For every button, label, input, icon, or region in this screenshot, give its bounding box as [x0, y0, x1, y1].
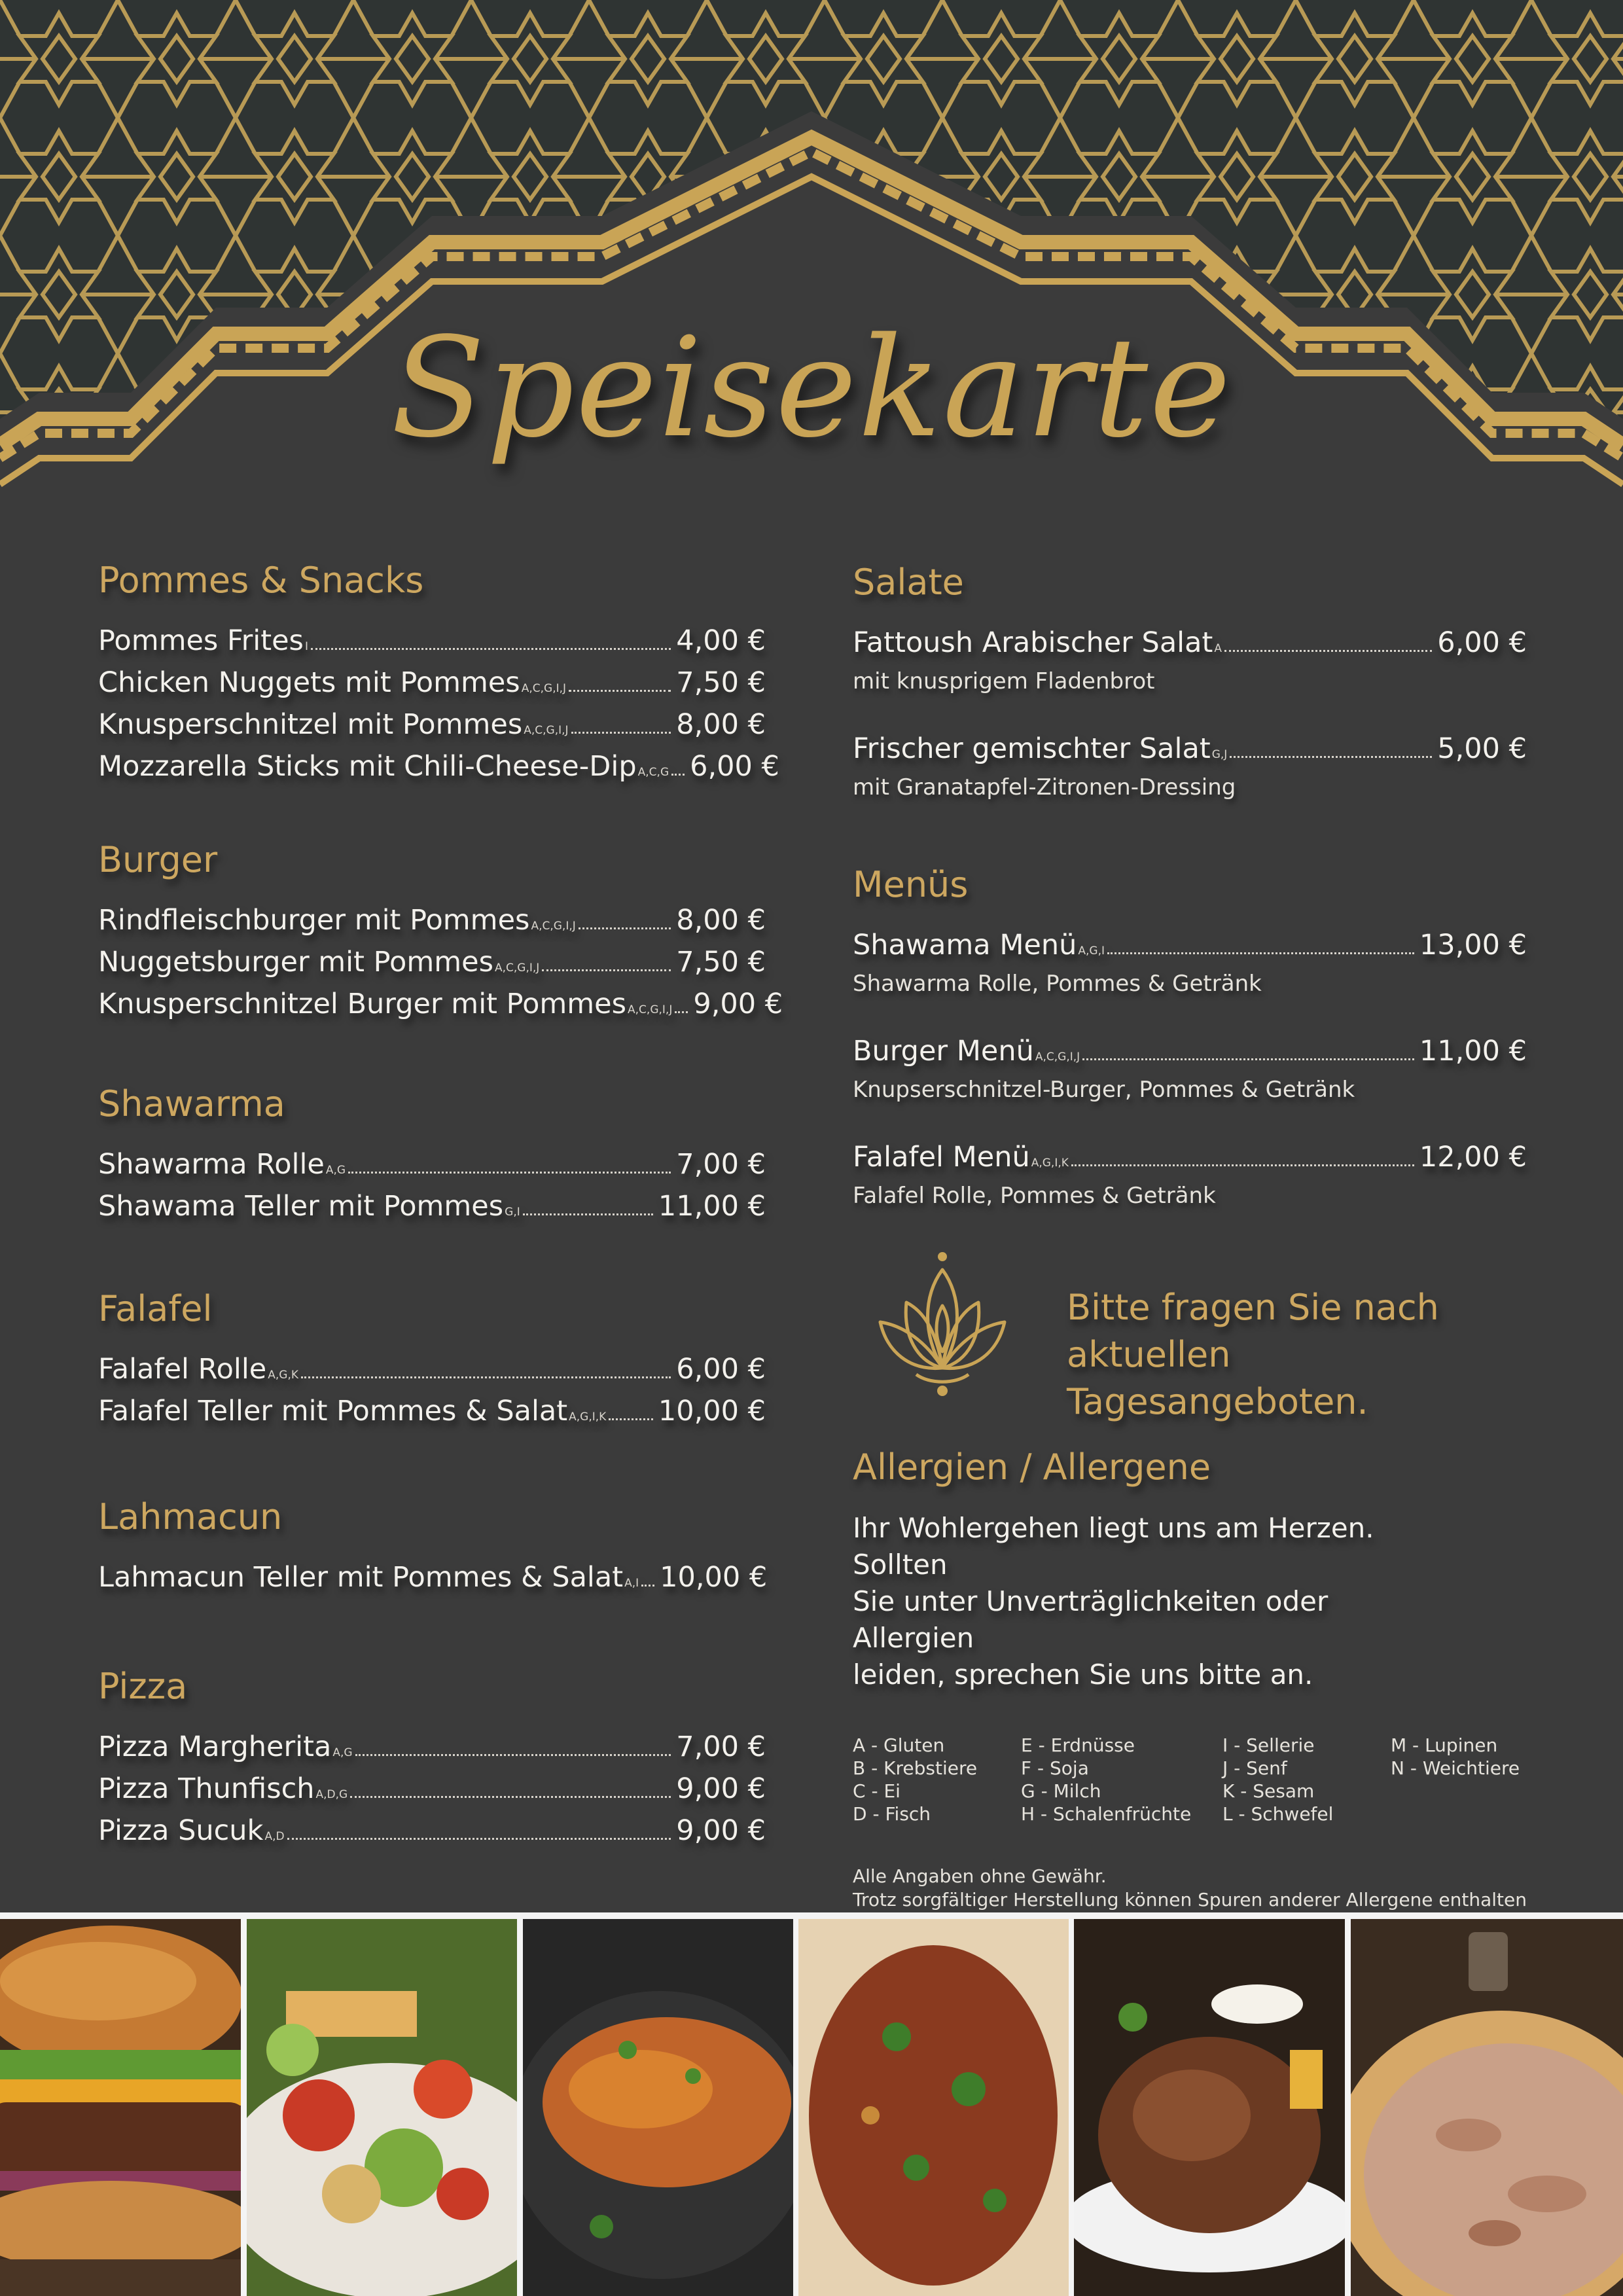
item-price: 8,00 € [676, 708, 766, 741]
menu-item [98, 903, 766, 944]
dot-leader [571, 732, 671, 734]
allergen-codes: A,C,G,I,J [521, 682, 567, 695]
menu-item [98, 1189, 766, 1230]
allergen-codes: A,D [264, 1830, 285, 1843]
item-name: Pommes Frites [98, 624, 304, 657]
item-name: Shawama Menü [853, 929, 1077, 961]
disclaimer-line: Trotz sorgfältiger Herstellung können Spuren anderer Allergene enthalten [853, 1889, 1527, 1910]
section-title: Falafel [98, 1288, 213, 1329]
item-price: 8,00 € [676, 904, 766, 937]
item-name: Knusperschnitzel Burger mit Pommes [98, 988, 627, 1020]
dot-leader [523, 1213, 653, 1215]
allergen-codes: A,C,G,I,J [524, 724, 569, 737]
item-name: Frischer gemischter Salat [853, 732, 1211, 765]
notice-line: Bitte fragen Sie nach [1067, 1287, 1439, 1328]
item-price: 9,00 € [676, 1772, 766, 1805]
section-salate [853, 562, 1527, 837]
item-price: 6,00 € [1437, 626, 1527, 659]
notice-text [1067, 1284, 1538, 1426]
item-price: 6,00 € [676, 1353, 766, 1386]
menu-item [98, 707, 766, 749]
item-price: 12,00 € [1419, 1141, 1527, 1174]
allergen-codes: A,G,K [268, 1369, 299, 1382]
section-title: Salate [853, 562, 964, 603]
item-price: 7,50 € [676, 666, 766, 699]
dot-leader [1071, 1164, 1414, 1166]
allergen-code: L - Schwefel [1222, 1803, 1334, 1825]
allergen-codes: A,C,G,I,J [1035, 1050, 1080, 1064]
item-name: Pizza Thunfisch [98, 1772, 315, 1805]
dot-leader [301, 1376, 671, 1378]
allergen-codes: G,I [505, 1206, 520, 1219]
section-title: Menüs [853, 864, 969, 905]
allergen-codes: A,I [624, 1577, 639, 1590]
allergen-code: C - Ei [853, 1780, 901, 1802]
schnitzel-photo [523, 1919, 793, 2296]
item-name: Falafel Teller mit Pommes & Salat [98, 1395, 568, 1427]
item-name: Lahmacun Teller mit Pommes & Salat [98, 1561, 624, 1594]
item-name: Pizza Margherita [98, 1731, 332, 1763]
allergen-codes: A,G,I,K [1031, 1157, 1069, 1170]
menu-item [98, 623, 766, 665]
allergen-code: D - Fisch [853, 1803, 931, 1825]
item-description: mit Granatapfel-Zitronen-Dressing [853, 774, 1236, 800]
menu-title: Speisekarte [391, 308, 1232, 468]
section-pizza [98, 1666, 766, 1855]
item-price: 9,00 € [676, 1814, 766, 1847]
allergen-code: N - Weichtiere [1391, 1757, 1520, 1779]
dot-leader [671, 774, 685, 776]
item-price: 10,00 € [658, 1395, 766, 1427]
notice-line: aktuellen Tagesangeboten. [1067, 1334, 1368, 1422]
allergen-code: A - Gluten [853, 1734, 945, 1756]
menu-item [853, 1033, 1527, 1103]
dot-leader [348, 1172, 671, 1174]
item-price: 10,00 € [660, 1561, 768, 1594]
item-name: Chicken Nuggets mit Pommes [98, 666, 520, 699]
item-description: Knupserschnitzel-Burger, Pommes & Getränk [853, 1077, 1355, 1103]
lahmacun-photo [798, 1919, 1069, 2296]
section-title: Shawarma [98, 1083, 285, 1124]
allergen-code: I - Sellerie [1222, 1734, 1315, 1756]
menu-item [98, 944, 766, 986]
dot-leader [641, 1585, 654, 1587]
allergen-code: B - Krebstiere [853, 1757, 978, 1779]
salad-photo [247, 1919, 517, 2296]
item-name: Burger Menü [853, 1035, 1034, 1067]
menu-item [853, 927, 1527, 997]
allergen-codes: I [304, 640, 308, 653]
menu-item [98, 1147, 766, 1189]
allergen-codes: A,D,G [315, 1788, 348, 1801]
allergen-codes: A,G [325, 1164, 346, 1177]
item-name: Falafel Menü [853, 1141, 1030, 1174]
section-menues [853, 864, 1527, 1246]
section-falafel [98, 1288, 766, 1435]
menu-item [98, 1393, 766, 1435]
dot-leader [311, 648, 671, 650]
allergen-codes: A,C,G,I,J [628, 1003, 673, 1016]
item-description: mit knusprigem Fladenbrot [853, 668, 1155, 694]
allergen-code: F - Soja [1021, 1757, 1089, 1779]
allergen-code: G - Milch [1021, 1780, 1101, 1802]
item-name: Pizza Sucuk [98, 1814, 264, 1847]
item-name: Mozzarella Sticks mit Chili-Cheese-Dip [98, 750, 637, 783]
allergen-code: M - Lupinen [1391, 1734, 1498, 1756]
dot-leader [350, 1796, 671, 1798]
disclaimer-line: Alle Angaben ohne Gewähr. [853, 1865, 1107, 1887]
dot-leader [355, 1754, 671, 1756]
allergy-text-line: Ihr Wohlergehen liegt uns am Herzen. Sollten [853, 1512, 1374, 1581]
allergen-code: H - Schalenfrüchte [1021, 1803, 1192, 1825]
item-price: 7,00 € [676, 1731, 766, 1763]
allergen-codes: A,C,G,I,J [495, 961, 540, 975]
burger-photo [0, 1919, 241, 2296]
allergen-codes: A,G,I,K [569, 1410, 607, 1424]
dot-leader [542, 969, 671, 971]
dot-leader [287, 1838, 671, 1840]
section-pommes-snacks [98, 560, 779, 791]
allergen-codes: A,G,I [1078, 944, 1105, 958]
menu-item [98, 1352, 766, 1393]
dot-leader [675, 1011, 688, 1013]
allergen-code: K - Sesam [1222, 1780, 1315, 1802]
menu-item [98, 1729, 766, 1771]
section-title: Burger [98, 839, 218, 880]
allergy-text-line: leiden, sprechen Sie uns bitte an. [853, 1659, 1313, 1691]
item-name: Shawarma Rolle [98, 1148, 325, 1181]
dot-leader [1224, 650, 1432, 652]
dot-leader [579, 927, 671, 929]
menu-item [98, 665, 766, 707]
item-name: Nuggetsburger mit Pommes [98, 946, 493, 978]
section-lahmacun [98, 1496, 766, 1602]
item-price: 7,50 € [676, 946, 766, 978]
allergen-column [1222, 1734, 1333, 1825]
menu-item [98, 1771, 766, 1813]
food-photo-strip [0, 1912, 1623, 2296]
allergen-column [853, 1734, 977, 1825]
section-burger [98, 839, 783, 1028]
allergen-codes: A [1214, 642, 1222, 655]
menu-item [98, 1813, 766, 1855]
item-name: Rindfleischburger mit Pommes [98, 904, 530, 937]
allergy-text-line: Sie unter Unverträglichkeiten oder Allergien [853, 1585, 1329, 1654]
allergen-code: E - Erdnüsse [1021, 1734, 1135, 1756]
section-title: Lahmacun [98, 1496, 283, 1537]
dot-leader [609, 1418, 653, 1420]
menu-item [853, 731, 1527, 800]
section-shawarma [98, 1083, 766, 1230]
item-price: 13,00 € [1419, 929, 1527, 961]
item-price: 5,00 € [1437, 732, 1527, 765]
item-description: Shawarma Rolle, Pommes & Getränk [853, 971, 1262, 997]
dot-leader [1082, 1058, 1414, 1060]
item-name: Falafel Rolle [98, 1353, 267, 1386]
shawarma-photo [1074, 1919, 1345, 2296]
pizza-photo [1351, 1919, 1623, 2296]
allergy-text [853, 1510, 1442, 1693]
item-price: 4,00 € [676, 624, 766, 657]
menu-item [98, 749, 779, 791]
item-name: Fattoush Arabischer Salat [853, 626, 1213, 659]
allergy-section [853, 1446, 1540, 1935]
item-price: 6,00 € [690, 750, 779, 783]
allergen-column [1391, 1734, 1520, 1780]
item-price: 11,00 € [658, 1190, 766, 1223]
item-price: 11,00 € [1419, 1035, 1527, 1067]
allergen-legend [853, 1734, 1540, 1832]
dot-leader [569, 690, 671, 692]
menu-item [853, 1139, 1527, 1209]
section-title: Pommes & Snacks [98, 560, 424, 601]
daily-offers-notice [877, 1244, 1531, 1422]
dot-leader [1230, 756, 1432, 758]
allergen-column [1021, 1734, 1191, 1825]
allergen-codes: G,J [1211, 748, 1228, 761]
item-price: 9,00 € [693, 988, 783, 1020]
item-price: 7,00 € [676, 1148, 766, 1181]
dot-leader [1107, 952, 1414, 954]
item-name: Shawama Teller mit Pommes [98, 1190, 504, 1223]
menu-item [853, 625, 1527, 694]
section-title: Allergien / Allergene [853, 1446, 1211, 1488]
allergen-codes: A,C,G,I,J [531, 920, 576, 933]
allergen-codes: A,C,G [637, 766, 669, 779]
section-title: Pizza [98, 1666, 188, 1707]
lotus-icon [877, 1244, 1008, 1401]
allergen-codes: A,G [332, 1746, 353, 1759]
item-name: Knusperschnitzel mit Pommes [98, 708, 523, 741]
item-description: Falafel Rolle, Pommes & Getränk [853, 1183, 1216, 1209]
menu-item [98, 986, 783, 1028]
allergen-code: J - Senf [1222, 1757, 1287, 1779]
menu-item [98, 1560, 766, 1602]
